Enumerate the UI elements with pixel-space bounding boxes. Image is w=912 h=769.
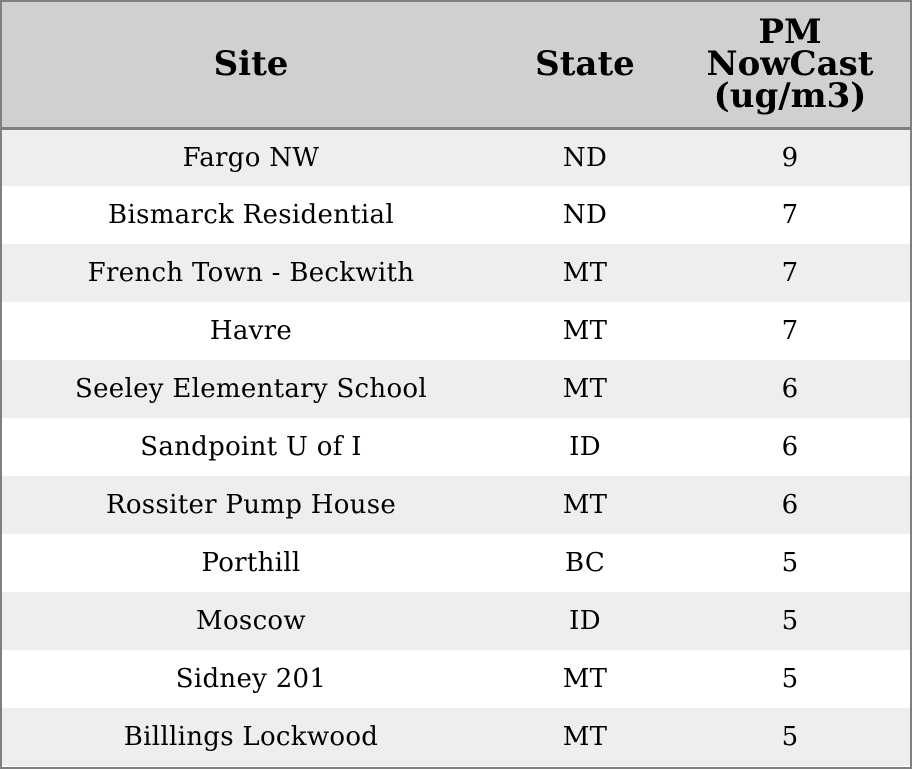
cell-state: MT xyxy=(562,722,608,752)
cell-site: Sandpoint U of I xyxy=(140,432,362,462)
table-body xyxy=(2,128,910,766)
header-row xyxy=(2,2,910,128)
cell-state: MT xyxy=(562,374,608,404)
cell-site: Moscow xyxy=(196,606,306,636)
table-row xyxy=(2,418,910,476)
cell-site: Seeley Elementary School xyxy=(75,374,427,404)
table-row xyxy=(2,128,910,186)
cell-pm: 6 xyxy=(781,490,799,520)
cell-pm: 5 xyxy=(781,548,799,578)
cell-site: Porthill xyxy=(201,548,301,578)
table-row xyxy=(2,534,910,592)
cell-pm: 9 xyxy=(781,142,799,173)
header-pm-line-1: PM xyxy=(758,12,822,53)
cell-site: Havre xyxy=(209,316,293,346)
header-pm-nowcast xyxy=(670,2,910,128)
cell-pm: 7 xyxy=(781,200,799,230)
cell-site: Fargo NW xyxy=(182,142,320,173)
cell-state: MT xyxy=(562,490,608,520)
table-row xyxy=(2,650,910,708)
cell-site: Billlings Lockwood xyxy=(123,722,379,752)
cell-state: BC xyxy=(564,548,606,578)
air-quality-table xyxy=(2,2,910,766)
cell-state: MT xyxy=(562,316,608,346)
header-pm-line-3: (ug/m3) xyxy=(713,76,867,117)
table-row xyxy=(2,302,910,360)
cell-state: ID xyxy=(569,432,601,462)
cell-state: MT xyxy=(562,664,608,694)
cell-state: ND xyxy=(562,200,608,230)
table-row xyxy=(2,592,910,650)
cell-pm: 5 xyxy=(781,664,799,694)
cell-pm: 5 xyxy=(781,722,799,752)
cell-site: Bismarck Residential xyxy=(108,200,394,230)
cell-site: French Town - Beckwith xyxy=(87,258,415,288)
cell-pm: 6 xyxy=(781,374,799,404)
table-row xyxy=(2,476,910,534)
header-site: Site xyxy=(2,2,500,128)
cell-state: ID xyxy=(569,606,601,636)
cell-state: MT xyxy=(562,258,608,288)
cell-site: Sidney 201 xyxy=(175,664,327,694)
table-row xyxy=(2,708,910,766)
table-row xyxy=(2,360,910,418)
cell-pm: 5 xyxy=(781,606,799,636)
cell-pm: 7 xyxy=(781,316,799,346)
header-state: State xyxy=(500,2,670,128)
cell-pm: 7 xyxy=(781,258,799,288)
cell-site: Rossiter Pump House xyxy=(105,490,397,520)
table-row xyxy=(2,244,910,302)
table-header xyxy=(2,2,910,128)
table-row xyxy=(2,186,910,244)
header-pm-line-2: NowCast xyxy=(706,44,874,85)
cell-state: ND xyxy=(562,142,608,173)
cell-pm: 6 xyxy=(781,432,799,462)
